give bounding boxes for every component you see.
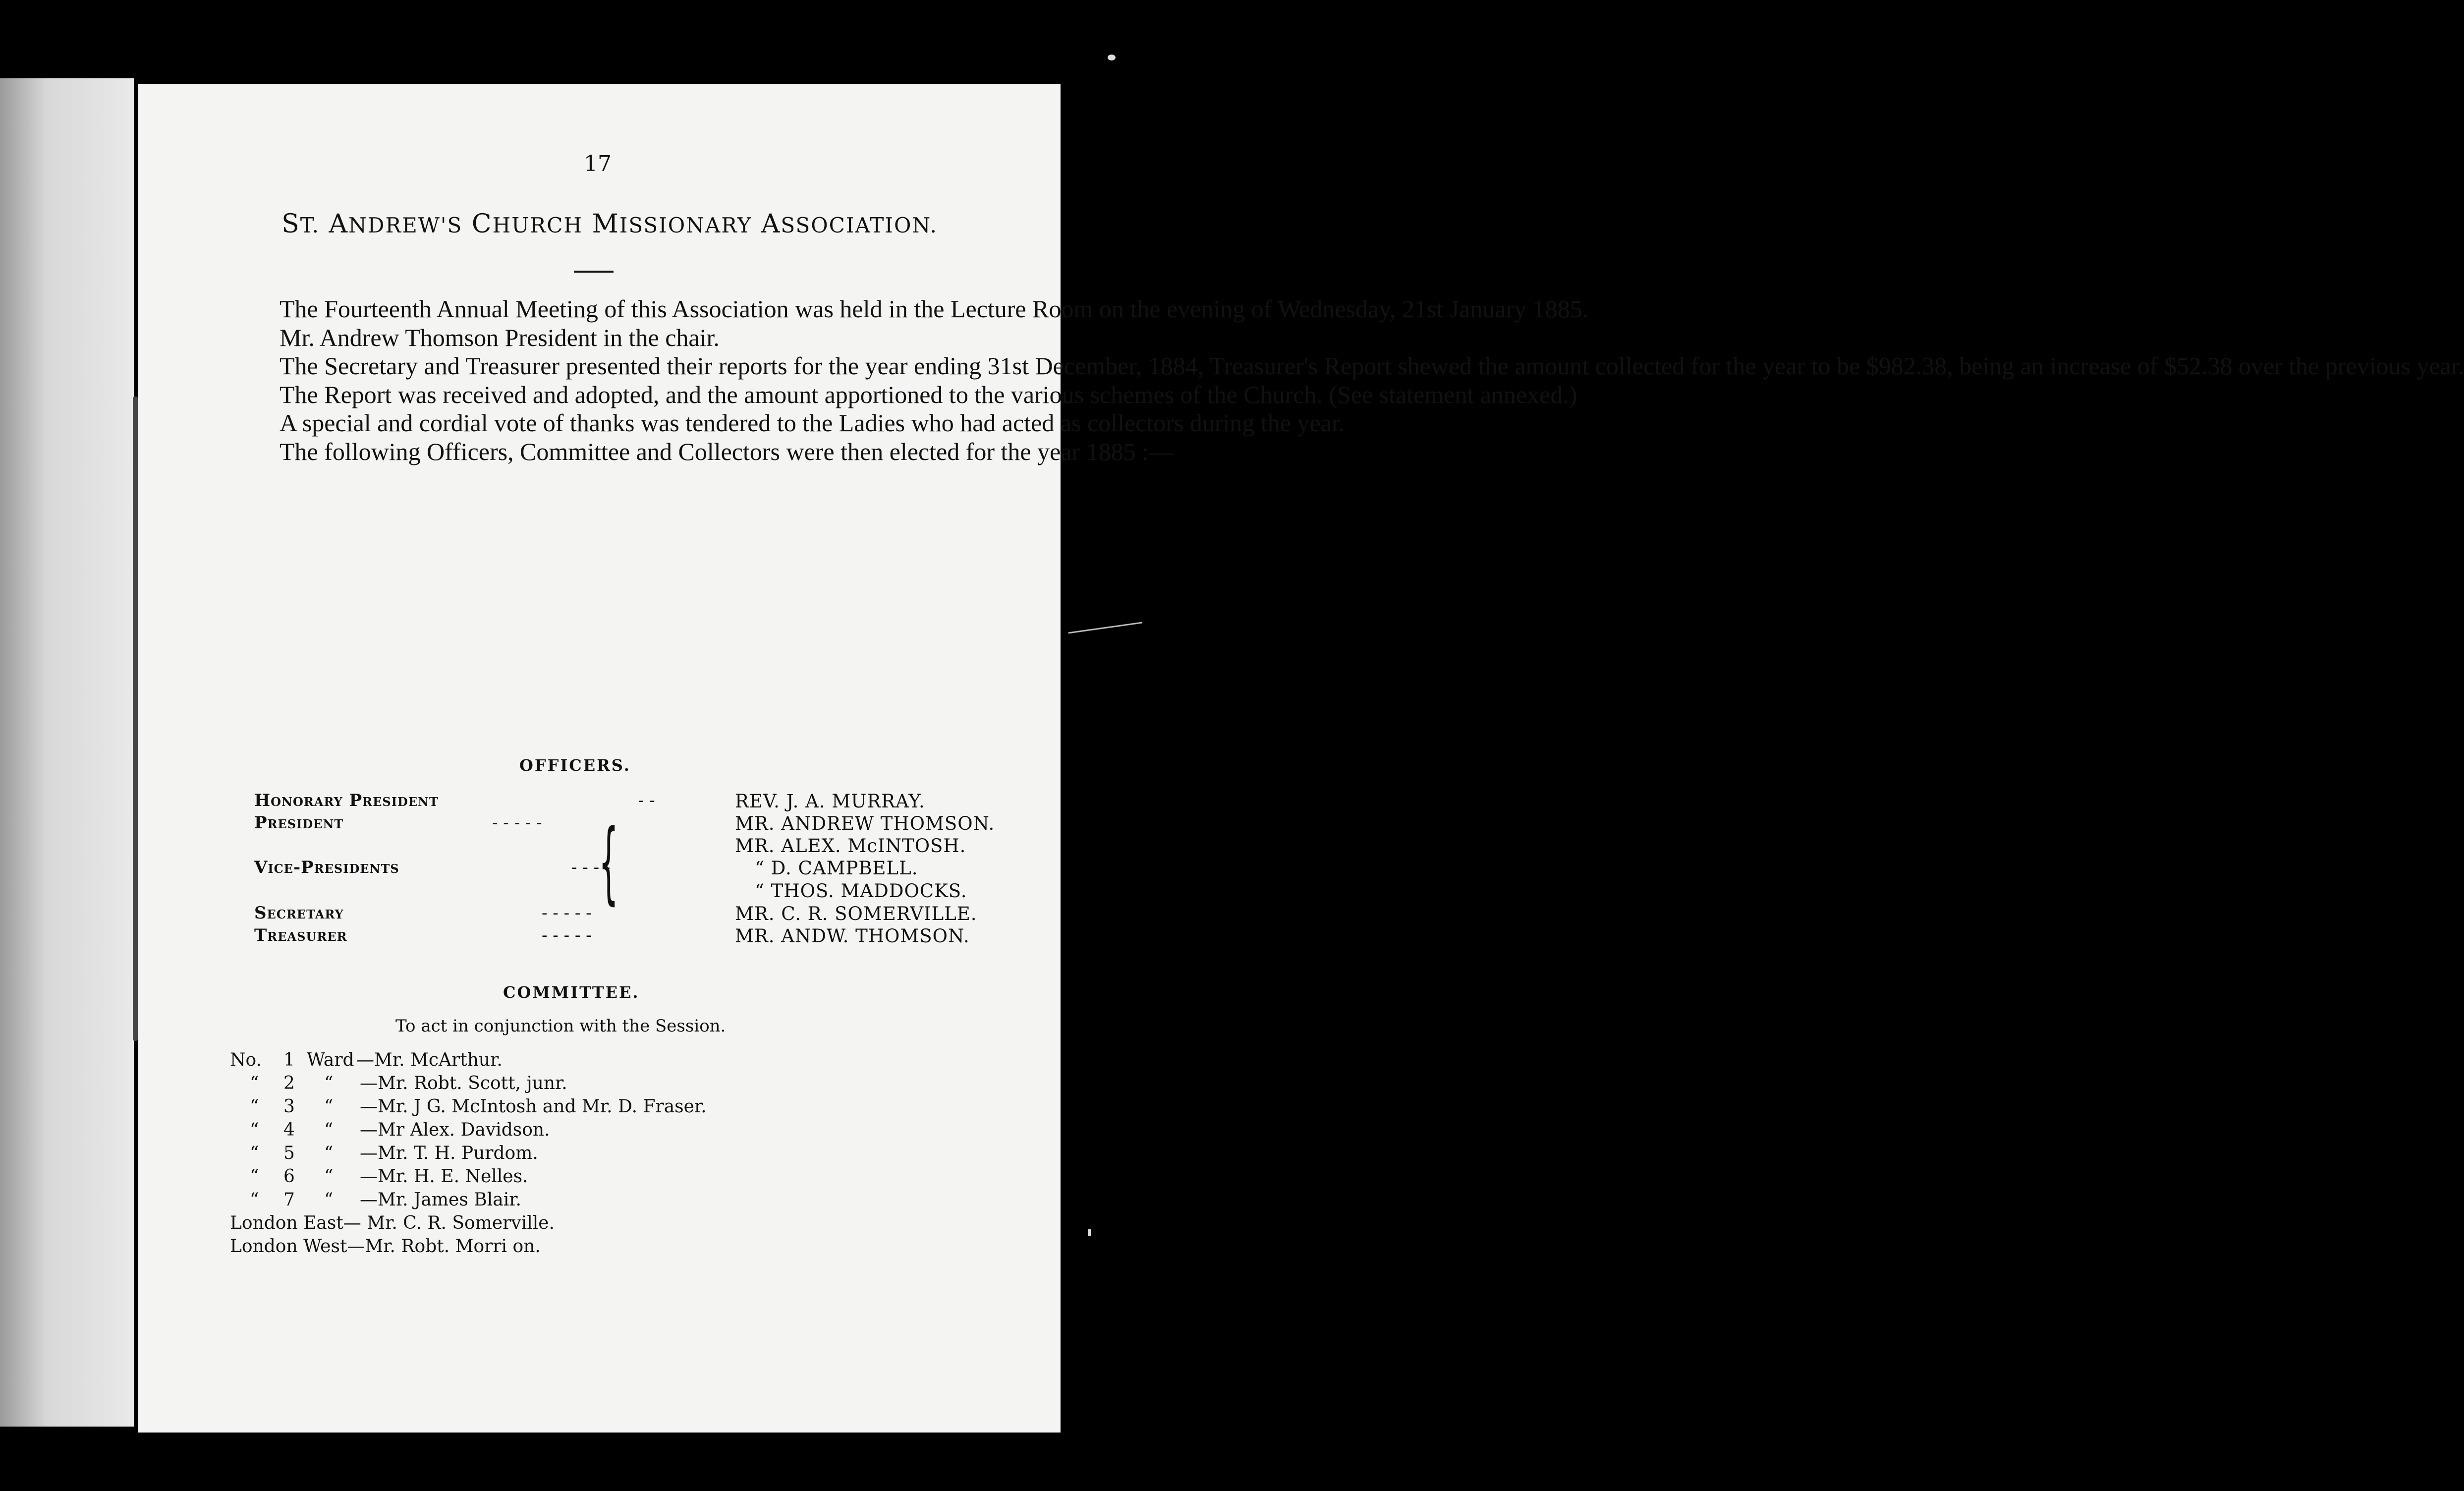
vice-presidents-brace: { bbox=[599, 810, 619, 914]
facing-page-edge bbox=[0, 78, 134, 1427]
officer-row: President - - - - - MR. ANDREW THOMSON. bbox=[254, 813, 995, 834]
officer-role: Secretary bbox=[254, 903, 344, 923]
officer-name: “ THOS. MADDOCKS. bbox=[755, 880, 967, 902]
paragraph: The Report was received and adopted, and the amount apportioned to the various schemes of the Church. (See statement annexed.) bbox=[280, 380, 1577, 408]
officer-role: President bbox=[254, 813, 344, 833]
officer-name: MR. ANDW. THOMSON. bbox=[735, 925, 970, 947]
officer-name: MR. ALEX. McINTOSH. bbox=[735, 835, 966, 857]
officer-row bbox=[254, 880, 1047, 903]
page-title: ST. ANDREW'S CHURCH MISSIONARY ASSOCIATION. bbox=[281, 209, 938, 239]
officer-row: Secretary - - - - - MR. C. R. SOMERVILLE. bbox=[254, 903, 977, 924]
officers-heading: OFFICERS. bbox=[519, 756, 631, 775]
paragraph: Mr. Andrew Thomson President in the chair. bbox=[280, 323, 720, 351]
officer-name: MR. C. R. SOMERVILLE. bbox=[735, 903, 977, 924]
scan-mark bbox=[1068, 622, 1142, 634]
officer-row: Vice-Presidents - - - - “ D. CAMPBELL. bbox=[254, 858, 918, 879]
officer-row bbox=[254, 835, 1047, 858]
officer-role: Treasurer bbox=[254, 925, 347, 945]
committee-heading: COMMITTEE. bbox=[503, 983, 640, 1002]
paragraph: The Fourteenth Annual Meeting of this Association was held in the Lecture Room on the evening of Wednesday, 21st January 1885. bbox=[280, 295, 1589, 323]
officer-name: “ D. CAMPBELL. bbox=[755, 858, 918, 879]
officer-role: Honorary President bbox=[254, 791, 439, 810]
binding-shadow bbox=[133, 397, 138, 1041]
london-east-row: London East— Mr. C. R. Somerville. bbox=[230, 1213, 555, 1233]
paragraph: The following Officers, Committee and Collectors were then elected for the year 1885 :— bbox=[280, 437, 1174, 465]
london-west-row: London West—Mr. Robt. Morri on. bbox=[230, 1236, 541, 1257]
page-number: 17 bbox=[584, 151, 612, 176]
officer-role: Vice-Presidents bbox=[254, 858, 399, 877]
paragraph: A special and cordial vote of thanks was tendered to the Ladies who had acted as collectors during the year. bbox=[280, 409, 1345, 437]
officer-name: REV. J. A. MURRAY. bbox=[735, 791, 925, 812]
meeting-minutes bbox=[230, 295, 2464, 466]
document-page: 17 ST. ANDREW'S CHURCH MISSIONARY ASSOCIATION. The Fourteenth Annual Meeting of this Association was held in the Lecture Room on the evening of Wednesday, 21st January 1885. Mr. Andrew Thomson President in the chair. The Secretary and Treasurer presented their reports for the year ending 31st December, 1884, Treasurer's Report shewed the amount collected for the year to be $982.38, being an increase of $52.38 over the previous year. The Report was received and adopted, and the amount apportioned to the various schemes of the Church. (See statement annexed.) A special and cordial vote of thanks was tendered to the Ladies who had acted as collectors during the year. The following Officers, Committee and Collectors were then elected for the year 1885 :— OFFICERS. Honorary President - - REV. J. A. MURRAY. President - - - - - MR. ANDREW THOMSON. { MR. ALEX. McINTOSH. Vice-Presidents - - - - “ D. CAMPBELL. “ THOS. MADDOCKS. Secretary - - - - - MR. C. R. SOMERVILLE. Treasurer - - - - - MR. ANDW. THOMSON. COMMITTEE. To act in conjunction with the Session. No. 1 Ward —Mr. McArthur. “ 2 “ —Mr. Robt. Scott, junr. “ 3 “ —Mr. J G. McIntosh and Mr. D. Fraser. “ 4 “ —Mr Alex. Davidson. “ 5 “ —Mr. T. H. Purdom. “ 6 “ —Mr. H. E. Nelles. “ 7 “ —Mr. James Blair. London East— Mr. C. R. Somerville. London West—Mr. Robt. Morri on. bbox=[138, 84, 1061, 1433]
officer-name: MR. ANDREW THOMSON. bbox=[735, 813, 995, 834]
officer-row: Treasurer - - - - - MR. ANDW. THOMSON. bbox=[254, 925, 970, 947]
committee-note: To act in conjunction with the Session. bbox=[395, 1016, 726, 1036]
officer-row: Honorary President - - REV. J. A. MURRAY. bbox=[254, 791, 925, 812]
scan-speck bbox=[1088, 1229, 1091, 1236]
paragraph: The Secretary and Treasurer presented their reports for the year ending 31st December, 1884, Treasurer's Report shewed the amount collected for the year to be $982.38, being an increase of $52.38 over the previous year. bbox=[280, 352, 2464, 380]
scan-speck bbox=[1108, 55, 1116, 60]
title-divider bbox=[574, 271, 614, 273]
